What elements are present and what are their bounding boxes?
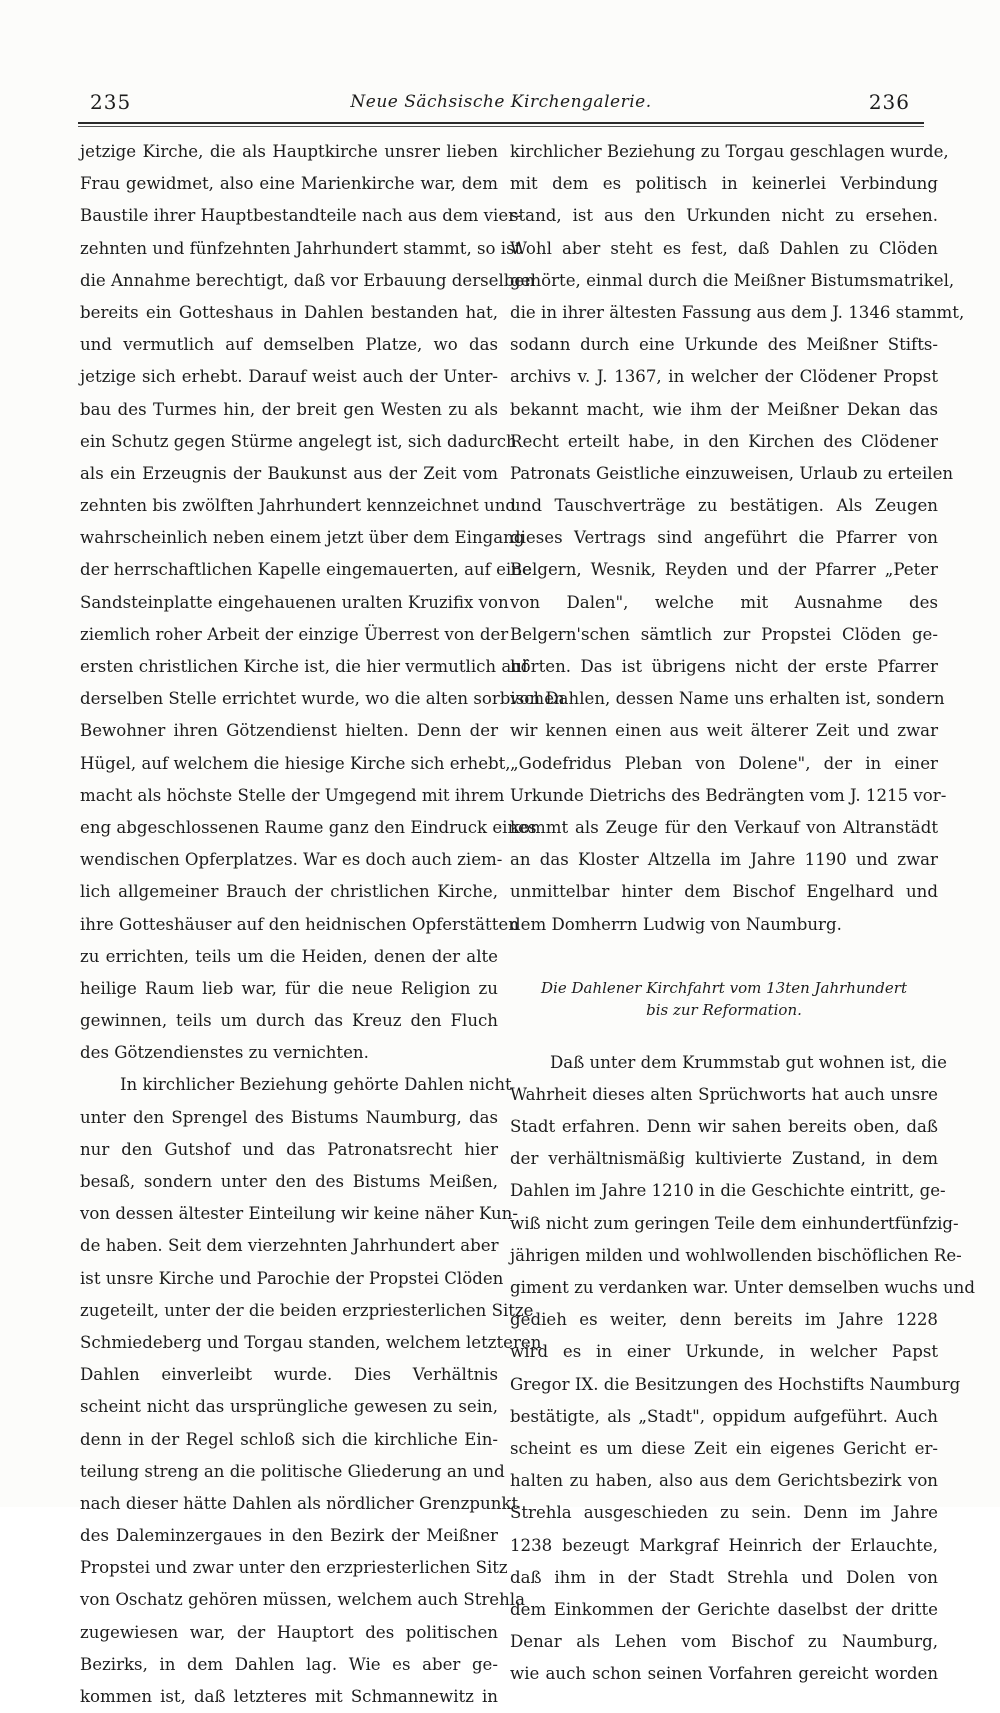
- text-line: kommt als Zeuge für den Verkauf von Altranstädt: [510, 817, 938, 837]
- running-title: Neue Sächsische Kirchengalerie.: [350, 92, 652, 112]
- text-line: sodann durch eine Urkunde des Meißner Stifts-: [510, 335, 938, 355]
- text-line: 1238 bezeugt Markgraf Heinrich der Erlauchte,: [510, 1535, 938, 1555]
- text-line: Patronats Geistliche einzuweisen, Urlaub zu erteilen: [510, 463, 954, 483]
- header-rule: [78, 122, 924, 124]
- text-line: von Dahlen, dessen Name uns erhalten ist, sondern: [510, 689, 945, 709]
- text-line: teilung streng an die politische Gliederung an und: [80, 1461, 505, 1481]
- text-line: wendischen Opferplatzes. War es doch auch ziem-: [80, 850, 503, 870]
- text-line: und vermutlich auf demselben Platze, wo das: [80, 335, 498, 355]
- text-line: Bezirks, in dem Dahlen lag. Wie es aber ge-: [80, 1654, 498, 1674]
- text-line: als ein Erzeugnis der Baukunst aus der Zeit vom: [80, 463, 498, 483]
- text-line: Propstei und zwar unter den erzpriesterlichen Sitz: [80, 1558, 508, 1578]
- text-line: halten zu haben, also aus dem Gerichtsbezirk von: [510, 1471, 938, 1491]
- text-line: des Götzendienstes zu vernichten.: [80, 1043, 369, 1063]
- text-line: Urkunde Dietrichs des Bedrängten vom J. 1215 vor-: [510, 785, 947, 805]
- text-line: Bewohner ihren Götzendienst hielten. Denn der: [80, 721, 498, 741]
- text-line: Denar als Lehen vom Bischof zu Naumburg,: [510, 1632, 938, 1652]
- text-line: jetzige Kirche, die als Hauptkirche unsrer lieben: [80, 142, 498, 161]
- text-line: Daß unter dem Krummstab gut wohnen ist, die: [550, 1052, 947, 1072]
- text-line: dem Domherrn Ludwig von Naumburg.: [510, 914, 842, 934]
- text-line: der verhältnismäßig kultivierte Zustand, in dem: [510, 1149, 938, 1169]
- text-line: Schmiedeberg und Torgau standen, welchem letzteren: [80, 1332, 542, 1352]
- text-line: hörten. Das ist übrigens nicht der erste Pfarrer: [510, 657, 938, 676]
- text-line: ersten christlichen Kirche ist, die hier vermutlich auf: [80, 657, 529, 676]
- section-heading-line-1: Die Dahlener Kirchfahrt vom 13ten Jahrhundert: [541, 978, 907, 997]
- text-line: Frau gewidmet, also eine Marienkirche war, dem: [80, 174, 498, 194]
- right-column: [510, 136, 975, 1690]
- text-line: bau des Turmes hin, der breit gen Westen zu als: [80, 399, 498, 419]
- text-line: gewinnen, teils um durch das Kreuz den Fluch: [80, 1011, 498, 1031]
- text-line: scheint es um diese Zeit ein eigenes Gericht er-: [510, 1438, 938, 1458]
- text-line: wahrscheinlich neben einem jetzt über dem Eingang: [80, 528, 525, 548]
- text-line: Hügel, auf welchem die hiesige Kirche sich erhebt,: [80, 753, 511, 773]
- text-line: Wahrheit dieses alten Sprüchworts hat auch unsre: [510, 1084, 938, 1104]
- text-line: Baustile ihrer Hauptbestandteile nach aus dem vier-: [80, 206, 522, 226]
- text-line: zu errichten, teils um die Heiden, denen der alte: [80, 946, 498, 966]
- text-line: ziemlich roher Arbeit der einzige Überrest von der: [80, 624, 509, 644]
- text-line: ein Schutz gegen Stürme angelegt ist, sich dadurch: [80, 431, 517, 451]
- text-line: dem Einkommen der Gerichte daselbst der dritte: [510, 1599, 938, 1619]
- text-line: Belgern'schen sämtlich zur Propstei Clöden ge-: [510, 624, 938, 644]
- page-number-right: 236: [868, 90, 910, 114]
- header-rule-thin: [78, 126, 924, 127]
- text-line: derselben Stelle errichtet wurde, wo die alten sorbischen: [80, 689, 565, 709]
- text-line: kommen ist, daß letzteres mit Schmannewitz in: [80, 1687, 498, 1706]
- text-line: zehnten bis zwölften Jahrhundert kennzeichnet und: [80, 496, 517, 516]
- text-line: heilige Raum lieb war, für die neue Religion zu: [80, 978, 498, 998]
- text-line: eng abgeschlossenen Raume ganz den Eindruck eines: [80, 817, 537, 837]
- text-line: giment zu verdanken war. Unter demselben wuchs und: [510, 1278, 975, 1297]
- text-line: Strehla ausgeschieden zu sein. Denn im Jahre: [510, 1503, 938, 1523]
- text-line: ihre Gotteshäuser auf den heidnischen Opferstätten: [80, 914, 519, 934]
- text-line: Sandsteinplatte eingehauenen uralten Kruzifix von: [80, 592, 509, 612]
- text-line: zehnten und fünfzehnten Jahrhundert stammt, so ist: [80, 238, 522, 258]
- right-column-top-text: [510, 136, 965, 941]
- text-line: „Godefridus Pleban von Dolene", der in einer: [510, 753, 938, 773]
- text-line: besaß, sondern unter den des Bistums Meißen,: [80, 1172, 498, 1191]
- text-line: wie auch schon seinen Vorfahren gereicht worden: [510, 1664, 938, 1684]
- text-line: jährigen milden und wohlwollenden bischöflichen Re-: [510, 1245, 962, 1265]
- section-heading: [510, 977, 938, 1021]
- text-line: von dessen ältester Einteilung wir keine näher Kun-: [80, 1204, 518, 1224]
- text-line: Recht erteilt habe, in den Kirchen des Clödener: [510, 431, 938, 451]
- text-line: mit dem es politisch in keinerlei Verbindung: [510, 174, 938, 194]
- text-line: stand, ist aus den Urkunden nicht zu ersehen.: [510, 206, 938, 226]
- text-line: denn in der Regel schloß sich die kirchliche Ein-: [80, 1429, 498, 1449]
- text-line: gehörte, einmal durch die Meißner Bistumsmatrikel,: [510, 270, 955, 290]
- text-line: bestätigte, als „Stadt", oppidum aufgeführt. Auch: [510, 1406, 938, 1426]
- text-line: Stadt erfahren. Denn wir sahen bereits oben, daß: [510, 1117, 938, 1137]
- text-line: nur den Gutshof und das Patronatsrecht hier: [80, 1139, 498, 1159]
- text-line: ist unsre Kirche und Parochie der Propstei Clöden: [80, 1268, 504, 1288]
- text-line: Belgern, Wesnik, Reyden und der Pfarrer „Peter: [510, 560, 938, 580]
- text-line: unter den Sprengel des Bistums Naumburg, das: [80, 1107, 498, 1127]
- page-number-left: 235: [90, 90, 132, 114]
- text-line: daß ihm in der Stadt Strehla und Dolen von: [510, 1567, 938, 1587]
- text-line: scheint nicht das ursprüngliche gewesen zu sein,: [80, 1397, 498, 1417]
- text-line: Dahlen im Jahre 1210 in die Geschichte eintritt, ge-: [510, 1181, 946, 1201]
- text-line: nach dieser hätte Dahlen als nördlicher Grenzpunkt: [80, 1493, 519, 1513]
- text-line: In kirchlicher Beziehung gehörte Dahlen nicht: [120, 1075, 512, 1095]
- text-line: macht als höchste Stelle der Umgegend mit ihrem: [80, 785, 505, 805]
- text-line: gedieh es weiter, denn bereits im Jahre 1228: [510, 1310, 938, 1330]
- left-column: [80, 136, 565, 1713]
- text-line: wird es in einer Urkunde, in welcher Papst: [510, 1342, 938, 1362]
- running-head: [78, 90, 924, 120]
- text-line: der herrschaftlichen Kapelle eingemauerten, auf eine: [80, 560, 532, 580]
- text-line: Wohl aber steht es fest, daß Dahlen zu Clöden: [510, 238, 938, 258]
- text-line: bekannt macht, wie ihm der Meißner Dekan das: [510, 399, 938, 419]
- text-line: des Daleminzergaues in den Bezirk der Meißner: [80, 1526, 498, 1546]
- text-line: Dahlen einverleibt wurde. Dies Verhältnis: [80, 1365, 498, 1385]
- text-line: und Tauschverträge zu bestätigen. Als Zeugen: [510, 496, 938, 516]
- right-column-bottom-text: [510, 1047, 975, 1691]
- text-line: archivs v. J. 1367, in welcher der Clödener Propst: [510, 367, 938, 387]
- text-line: von Dalen", welche mit Ausnahme des: [510, 592, 938, 612]
- text-line: an das Kloster Altzella im Jahre 1190 und zwar: [510, 850, 938, 870]
- text-line: zugewiesen war, der Hauptort des politischen: [80, 1622, 498, 1642]
- text-line: Gregor IX. die Besitzungen des Hochstifts Naumburg: [510, 1374, 961, 1394]
- text-line: bereits ein Gotteshaus in Dahlen bestanden hat,: [80, 302, 498, 322]
- text-line: unmittelbar hinter dem Bischof Engelhard und: [510, 882, 938, 902]
- section-heading-line-2: bis zur Reformation.: [646, 1000, 802, 1019]
- text-line: von Oschatz gehören müssen, welchem auch Strehla: [80, 1590, 526, 1610]
- text-line: de haben. Seit dem vierzehnten Jahrhundert aber: [80, 1236, 499, 1256]
- text-line: die in ihrer ältesten Fassung aus dem J. 1346 stammt,: [510, 302, 965, 322]
- text-line: wir kennen einen aus weit älterer Zeit und zwar: [510, 721, 938, 741]
- text-line: lich allgemeiner Brauch der christlichen Kirche,: [80, 882, 498, 902]
- text-line: zugeteilt, unter der die beiden erzpriesterlichen Sitze: [80, 1300, 534, 1320]
- text-line: die Annahme berechtigt, daß vor Erbauung derselben: [80, 270, 535, 290]
- text-line: dieses Vertrags sind angeführt die Pfarrer von: [510, 528, 938, 548]
- text-line: jetzige sich erhebt. Darauf weist auch der Unter-: [80, 367, 498, 387]
- text-line: kirchlicher Beziehung zu Torgau geschlagen wurde,: [510, 142, 949, 161]
- text-line: wiß nicht zum geringen Teile dem einhundertfünfzig-: [510, 1213, 959, 1233]
